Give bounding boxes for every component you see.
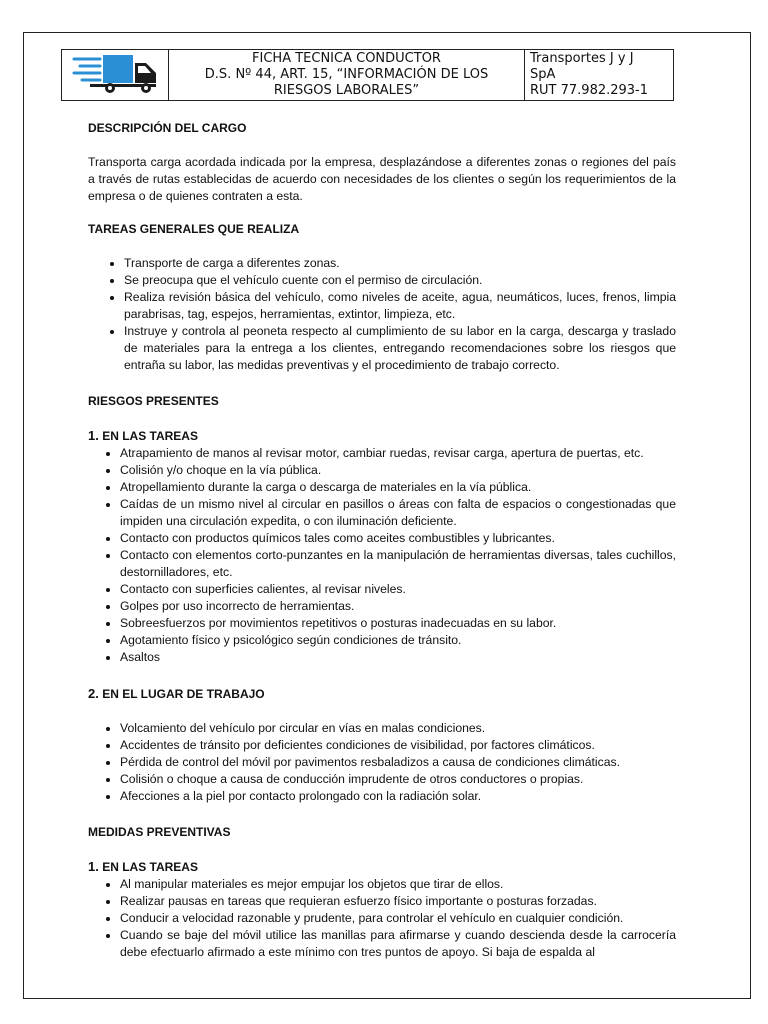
list-item: • Colisión o choque a causa de conducción imprudente de otros conductores o propias. [120,771,676,788]
list-item: • Afecciones a la piel por contacto prolongado con la radiación solar. [120,788,676,805]
company-info [525,50,674,101]
list-item: • Caídas de un mismo nivel al circular en pasillos o áreas con falta de espacios o congestionadas que impiden una circulación expedita, o con iluminación deficiente. [120,496,676,530]
list-item: • Conducir a velocidad razonable y prudente, para controlar el vehículo en cualquier condición. [120,910,676,927]
list-item: • Contacto con productos químicos tales como aceites combustibles y lubricantes. [120,530,676,547]
descripcion-heading: DESCRIPCIÓN DEL CARGO [88,121,247,135]
company-rut: RUT 77.982.293-1 [530,83,649,98]
riesgos-subheading-2 [88,685,676,703]
list-item: • Golpes por uso incorrecto de herramientas. [120,598,676,615]
list-item: • Sobreesfuerzos por movimientos repetitivos o posturas inadecuadas en su labor. [120,615,676,632]
tareas-heading: TAREAS GENERALES QUE REALIZA [88,222,300,236]
list-item: • Agotamiento físico y psicológico según condiciones de tránsito. [120,632,676,649]
subheading-text: EN EL LUGAR DE TRABAJO [102,687,265,701]
subheading-number: 1. [88,859,99,874]
title-line-3: RIESGOS LABORALES” [273,83,420,98]
medidas-heading: MEDIDAS PREVENTIVAS [88,825,231,839]
company-type: SpA [530,67,556,82]
medidas-subheading-1 [88,858,676,876]
truck-icon [70,51,160,95]
list-item: • Pérdida de control del móvil por pavimentos resbaladizos a causa de condiciones climáticas. [120,754,676,771]
list-item: • Transporte de carga a diferentes zonas. [124,255,676,272]
riesgos-heading: RIESGOS PRESENTES [88,394,219,408]
list-item: • Al manipular materiales es mejor empujar los objetos que tirar de ellos. [120,876,676,893]
subheading-number: 2. [88,686,99,701]
list-item: • Se preocupa que el vehículo cuente con el permiso de circulación. [124,272,676,289]
list-item: • Cuando se baje del móvil utilice las manillas para afirmarse y cuando descienda desde la carrocería debe efectuarlo afirmado a este mínimo con tres puntos de apoyo. Si baja de espalda al [120,927,676,961]
logo-cell [62,50,169,101]
list-item: • Realizar pausas en tareas que requieran esfuerzo físico importante o posturas forzadas. [120,893,676,910]
riesgos-lugar-list [88,720,676,805]
company-name: Transportes J y J [530,51,634,66]
list-item: • Atrapamiento de manos al revisar motor, cambiar ruedas, revisar carga, apertura de puertas, etc. [120,445,676,462]
list-item: • Contacto con elementos corto-punzantes en la manipulación de herramientas diversas, tales cuchillos, destornilladores, etc. [120,547,676,581]
subheading-text: EN LAS TAREAS [102,860,198,874]
header-table [61,49,674,101]
descripcion-text: Transporta carga acordada indicada por la empresa, desplazándose a diferentes zonas o regiones del país a través de rutas establecidas de acuerdo con necesidades de los clientes o según los requerimientos de la empresa o de quienes contraten a esta. [88,155,676,203]
list-item: • Contacto con superficies calientes, al revisar niveles. [120,581,676,598]
list-item: • Volcamiento del vehículo por circular en vías en malas condiciones. [120,720,676,737]
list-item: • Asaltos [120,649,676,666]
list-item: • Colisión y/o choque en la vía pública. [120,462,676,479]
list-item: • Instruye y controla al peoneta respecto al cumplimiento de su labor en la carga, descarga y traslado de materiales para la entrega a los clientes, entregando recomendaciones sobre los riesgos que entraña su labor, las medidas preventivas y el procedimiento de trabajo correcto. [124,323,676,374]
subheading-number: 1. [88,428,99,443]
riesgos-subheading-1 [88,427,676,445]
title-line-2: D.S. Nº 44, ART. 15, “INFORMACIÓN DE LOS [204,67,489,82]
subheading-text: EN LAS TAREAS [102,429,198,443]
document-title [169,50,525,101]
title-line-1: FICHA TECNICA CONDUCTOR [252,51,441,66]
list-item: • Realiza revisión básica del vehículo, como niveles de aceite, agua, neumáticos, luces, frenos, limpia parabrisas, tag, espejos, herramientas, extintor, limpieza, etc. [124,289,676,323]
riesgos-tareas-list [88,445,676,666]
list-item: • Accidentes de tránsito por deficientes condiciones de visibilidad, por factores climáticos. [120,737,676,754]
document-body [88,118,676,961]
list-item: • Atropellamiento durante la carga o descarga de materiales en la vía pública. [120,479,676,496]
medidas-tareas-list [88,876,676,961]
tareas-list [88,255,676,374]
